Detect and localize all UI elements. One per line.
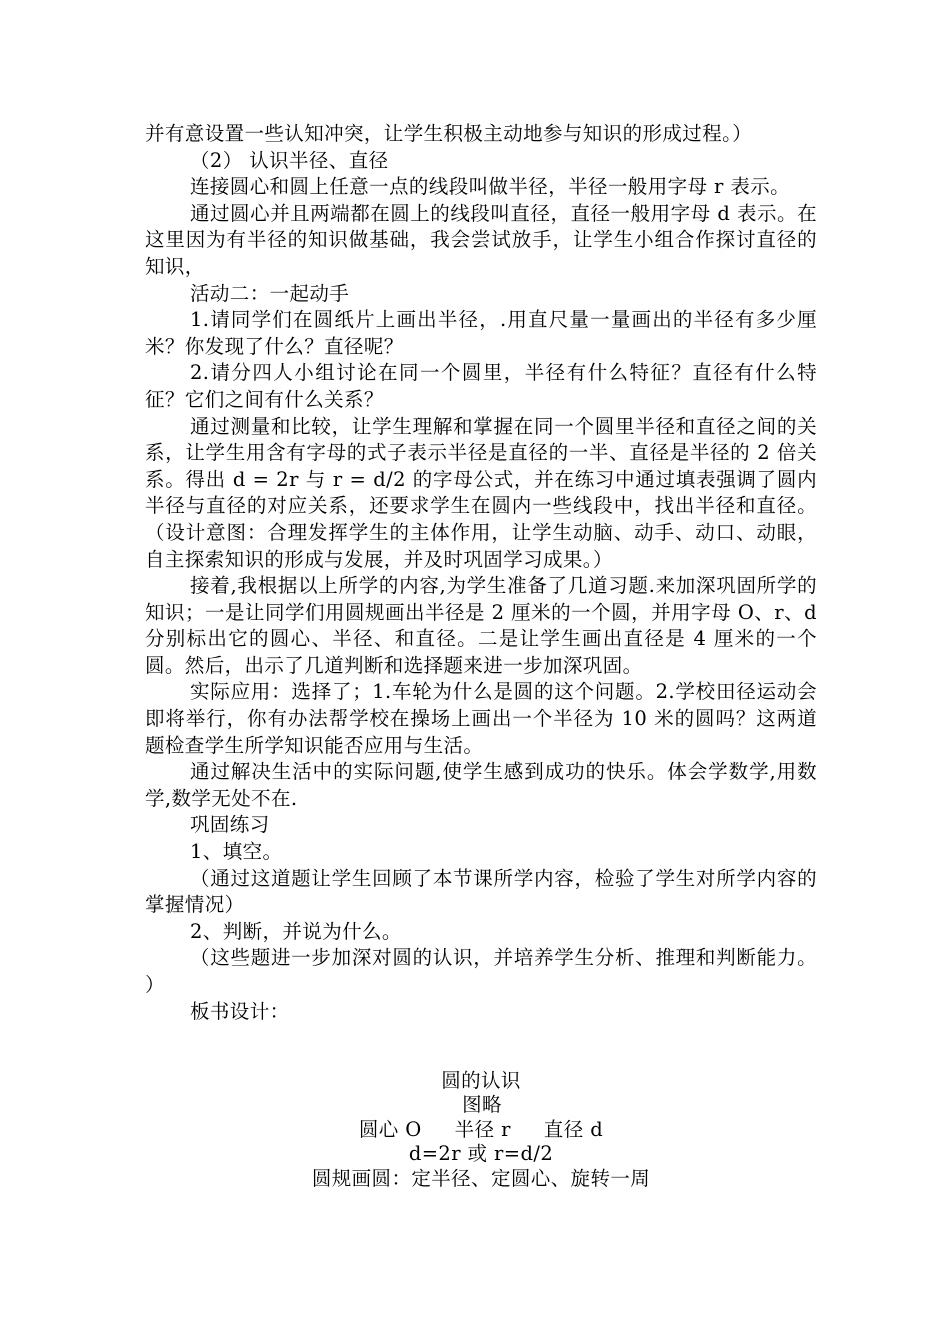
paragraph-design-intent-end: 并有意设置一些认知冲突，让学生积极主动地参与知识的形成过程。） [145, 122, 753, 145]
paragraph-measure-compare: 通过测量和比较，让学生理解和掌握在同一个圆里半径和直径之间的关系，让学生用含有字母的式子表示半径是直径的一半、直径是半径的 2 倍关系。得出 d = 2r 与 r = d/2 的字母公式，并在练习中通过填表强调了圆内半径与直径的对应关系，还要求学生在圆内一些线段中，找出半径和直径。（设计意图：合理发挥学生的主体作用，让学生动脑、动手、动口、动眼，自主探索知识的形成与发展，并及时巩固学习成果。） [145, 414, 817, 571]
board-figure-note: 图略 [462, 1093, 502, 1117]
activity-two-heading: 活动二：一起动手 [190, 281, 350, 305]
blackboard-design [145, 1069, 817, 1191]
paragraph-radius-definition: 连接圆心和圆上任意一点的线段叫做半径，半径一般用字母 r 表示。 [190, 175, 791, 199]
practice-item-fill-blank: 1、填空。 [190, 840, 283, 864]
section-heading-radius-diameter: （2） 认识半径、直径 [190, 148, 389, 172]
board-formula: d=2r 或 r=d/2 [408, 1142, 554, 1166]
activity-step-1: 1.请同学们在圆纸片上画出半径，.用直尺量一量画出的半径有多少厘米？你发现了什么？直径呢？ [145, 308, 817, 358]
practice-note-2: （这些题进一步加深对圆的认识，并培养学生分析、推理和判断能力。 ） [145, 946, 817, 996]
practice-item-judge: 2、判断，并说为什么。 [190, 919, 402, 943]
paragraph-diameter-definition: 通过圆心并且两端都在圆上的线段叫直径，直径一般用字母 d 表示。在这里因为有半径的知识做基础，我会尝试放手，让学生小组合作探讨直径的知识， [145, 201, 817, 278]
activity-step-2: 2.请分四人小组讨论在同一个圆里，半径有什么特征？直径有什么特征？它们之间有什么关系？ [145, 361, 817, 411]
body-text [145, 121, 817, 1025]
paragraph-practical-application: 实际应用：选择了；1.车轮为什么是圆的这个问题。2.学校田径运动会即将举行，你有办法帮学校在操场上画出一个半径为 10 米的圆吗？这两道题检查学生所学知识能否应用与生活。 [145, 680, 817, 757]
board-design-heading: 板书设计： [190, 999, 290, 1023]
paragraph-real-life: 通过解决生活中的实际问题,使学生感到成功的快乐。体会学数学,用数学,数学无处不在. [145, 760, 817, 810]
board-title: 圆的认识 [441, 1069, 521, 1092]
board-terms: 圆心 O 半径 r 直径 d [358, 1117, 604, 1141]
practice-note-1: （通过这道题让学生回顾了本节课所学内容，检验了学生对所学内容的掌握情况） [145, 866, 817, 917]
consolidation-practice-heading: 巩固练习 [190, 813, 270, 837]
paragraph-exercises: 接着,我根据以上所学的内容,为学生准备了几道习题.来加深巩固所学的知识；一是让同学们用圆规画出半径是 2 厘米的一个圆，并用字母 O、r、d 分别标出它的圆心、半径、和直径。二是让学生画出直径是 4 厘米的一个圆。然后，出示了几道判断和选择题来进一步加深巩固。 [145, 574, 817, 677]
board-compass-method: 圆规画圆：定半径、定圆心、旋转一周 [311, 1166, 651, 1190]
